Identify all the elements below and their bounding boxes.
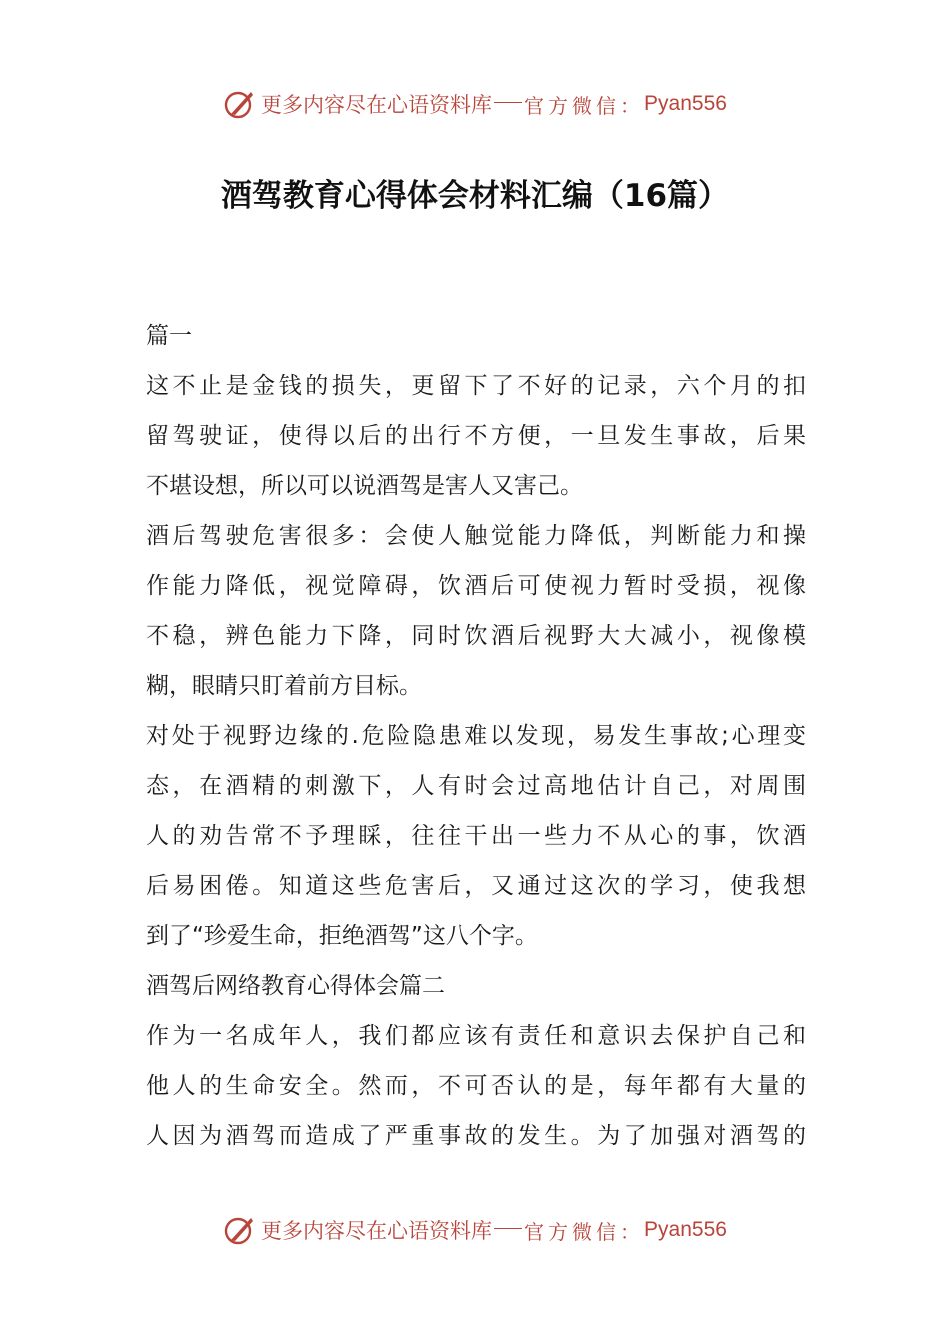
watermark-slogan: 更多内容尽在心语资料库 [261,1219,493,1243]
text-line: 糊，眼睛只盯着前方目标。 [146,673,422,699]
watermark-dash [494,1228,522,1229]
text-line: 作为一名成年人，我们都应该有责任和意识去保护自己和 [146,1023,806,1049]
text-line: 态，在酒精的刺激下，人有时会过高地估计自己，对周围 [146,773,806,799]
footer-watermark [0,1210,950,1250]
text-line: 不堪设想，所以可以说酒驾是害人又害己。 [146,473,583,499]
text-line: 篇一 [146,323,192,349]
text-line: 后易困倦。知道这些危害后，又通过这次的学习，使我想 [146,873,806,899]
quill-logo-icon [223,1213,257,1247]
watermark-label: 官方微信： [524,1219,645,1244]
quill-logo-icon [223,87,257,121]
header-watermark [0,84,950,124]
text-line: 酒后驾驶危害很多：会使人触觉能力降低，判断能力和操 [146,523,806,549]
text-line: 人因为酒驾而造成了严重事故的发生。为了加强对酒驾的 [146,1123,806,1149]
text-line: 人的劝告常不予理睬，往往干出一些力不从心的事，饮酒 [146,823,806,849]
text-line: 这不止是金钱的损失，更留下了不好的记录，六个月的扣 [146,373,806,399]
watermark-wechat-id: Pyan556 [644,92,727,115]
watermark-dash [494,102,522,103]
text-line: 作能力降低，视觉障碍，饮酒后可使视力暂时受损，视像 [146,573,806,599]
text-line: 他人的生命安全。然而，不可否认的是，每年都有大量的 [146,1073,806,1099]
text-line: 到了“珍爱生命，拒绝酒驾”这八个字。 [146,923,538,949]
text-line: 对处于视野边缘的.危险隐患难以发现，易发生事故;心理变 [146,723,806,749]
document-body [146,311,806,1161]
text-line: 留驾驶证，使得以后的出行不方便，一旦发生事故，后果 [146,423,806,449]
text-line: 酒驾后网络教育心得体会篇二 [146,973,445,999]
document-title: 酒驾教育心得体会材料汇编（16篇） [220,178,730,214]
text-line: 不稳，辨色能力下降，同时饮酒后视野大大减小，视像模 [146,623,806,649]
watermark-wechat-id: Pyan556 [644,1218,727,1241]
watermark-label: 官方微信： [524,93,645,118]
watermark-slogan: 更多内容尽在心语资料库 [261,93,493,117]
